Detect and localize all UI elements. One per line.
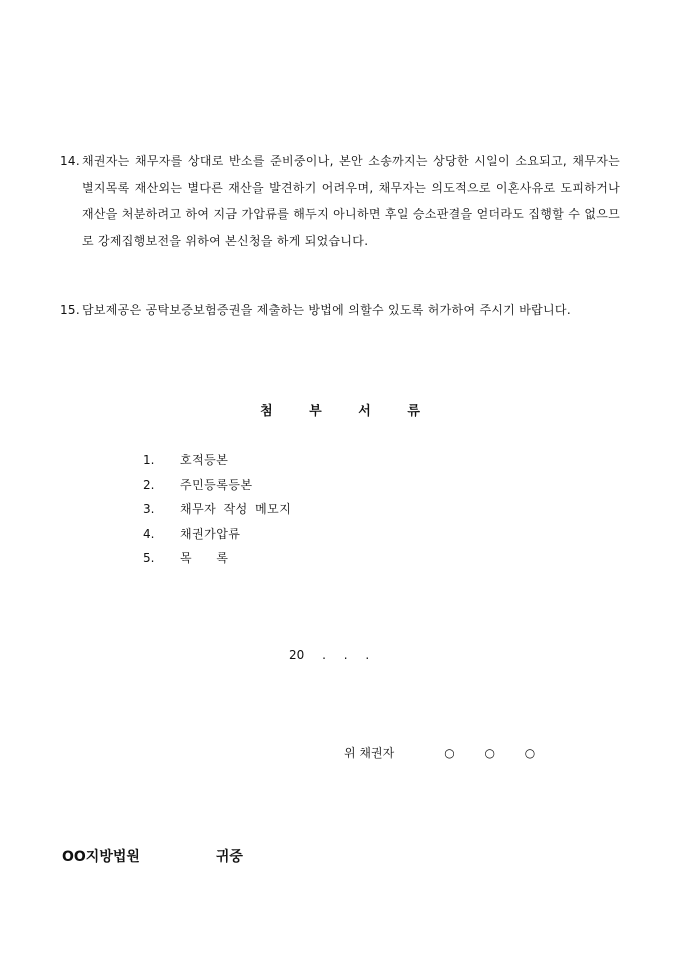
paragraph-number: 14. xyxy=(60,154,80,168)
list-item xyxy=(143,497,291,522)
court-honorific: 귀중 xyxy=(215,849,243,865)
paragraph-text: 담보제공은 공탁보증보험증권을 제출하는 방법에 의할수 있도록 허가하여 주시기 바랍니다. xyxy=(82,303,571,317)
item-label: 채무자 작성 메모지 xyxy=(180,502,292,516)
item-label: 주민등록등본 xyxy=(180,477,253,492)
attachments-list xyxy=(143,448,291,571)
list-item xyxy=(143,448,291,473)
court-addressee xyxy=(62,846,243,866)
item-label: 호적등본 xyxy=(180,453,229,467)
paragraph-15 xyxy=(60,297,620,324)
paragraph-number: 15. xyxy=(60,303,80,317)
creditor-signature xyxy=(344,744,535,761)
item-number: 2. xyxy=(143,477,155,492)
item-number: 1. xyxy=(143,453,155,467)
item-number: 4. xyxy=(143,526,155,541)
item-number: 5. xyxy=(143,551,155,565)
item-number: 3. xyxy=(143,502,155,516)
list-item xyxy=(143,522,291,547)
item-label: 채권가압류 xyxy=(180,526,241,541)
creditor-name: ○ ○ ○ xyxy=(444,746,536,760)
document-date: 20 . . . xyxy=(289,648,370,662)
list-item xyxy=(143,546,291,571)
list-item xyxy=(143,473,291,498)
attachments-title: 첨 부 서 류 xyxy=(260,404,420,419)
paragraph-text: 채권자는 채무자를 상대로 반소를 준비중이나, 본안 소송까지는 상당한 시일이 소요되고, 채무자는 별지목록 재산외는 별다른 재산을 발견하기 어려우며, 채무자는 의도적으로 이혼사유로 도피하거나 재산을 처분하려고 하여 지금 가압류를 해두지 아니하면 후일 승소판결을 얻더라도 집행할 수 없으므로 강제집행보전을 위하여 본신청을 하게 되었습니다. xyxy=(82,154,620,248)
creditor-label: 위 채권자 xyxy=(344,746,395,760)
paragraph-14 xyxy=(60,148,620,254)
item-label: 목 록 xyxy=(180,551,229,565)
court-name: OO지방법원 xyxy=(62,849,140,865)
